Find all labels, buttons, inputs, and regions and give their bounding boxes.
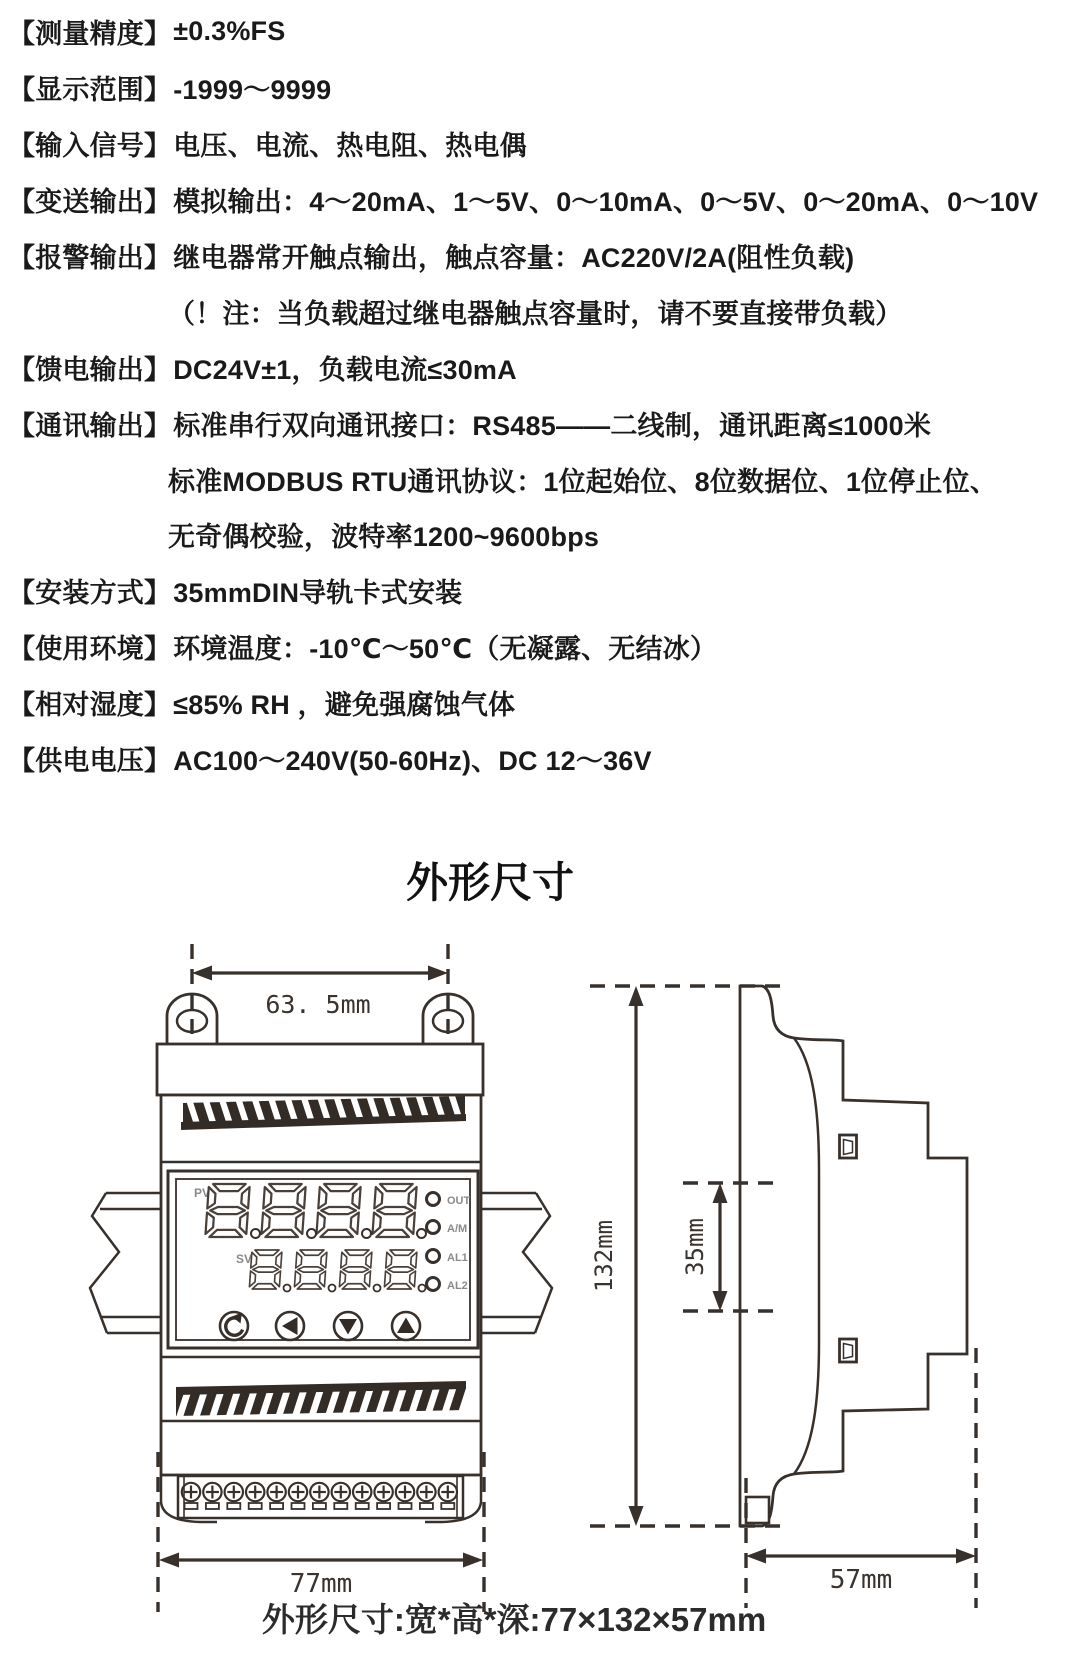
spec-label: 【通讯输出】	[8, 410, 172, 441]
dim-label-57: 57mm	[829, 1565, 893, 1595]
spec-value: 电压、电流、热电阻、热电偶	[173, 131, 527, 162]
spec-line-continuation	[8, 451, 1074, 507]
spec-value: ≤85% RH ，避免强腐蚀气体	[173, 690, 516, 721]
lamp-am-label: A/M	[447, 1223, 468, 1235]
spec-line	[8, 395, 1074, 451]
spec-line	[8, 228, 1074, 284]
side-view	[590, 986, 976, 1608]
spec-list	[8, 4, 1074, 786]
dim-label-77: 77mm	[289, 1569, 353, 1599]
spec-line-continuation	[8, 507, 1074, 563]
spec-line	[8, 60, 1074, 116]
spec-value: 35mmDIN导轨卡式安装	[173, 578, 463, 609]
lamp-al2-label: AL2	[447, 1280, 468, 1292]
spec-line	[8, 339, 1074, 395]
spec-value: 标准串行双向通讯接口：RS485——二线制，通讯距离≤1000米	[173, 410, 932, 441]
dim-label-132: 132mm	[590, 1219, 618, 1293]
vent-grille-bottom	[176, 1381, 466, 1416]
lamp-al1-label: AL1	[447, 1252, 468, 1264]
spec-label: 【变送输出】	[8, 187, 172, 218]
spec-label: 【报警输出】	[8, 243, 172, 273]
spec-value: AC100～240V(50-60Hz)、DC 12～36V	[173, 746, 652, 777]
spec-value: 无奇偶校验，波特率1200~9600bps	[168, 522, 600, 553]
pv-label: PV	[194, 1186, 211, 1200]
spec-line	[8, 563, 1074, 619]
spec-value: 环境温度：-10℃～50℃（无凝露、无结冰）	[173, 634, 718, 665]
spec-value: 继电器常开触点输出，触点容量：AC220V/2A(阻性负载)	[173, 243, 855, 273]
spec-line	[8, 619, 1074, 675]
spec-value: -1999～9999	[173, 75, 332, 106]
overall-dimensions-caption: 外形尺寸:宽*高*深:77×132×57mm	[261, 1601, 767, 1638]
body-top-cap	[157, 1044, 483, 1095]
bottom-clip-tab	[746, 1497, 769, 1523]
spec-line	[8, 4, 1074, 60]
spec-value: （！注：当负载超过继电器触点容量时，请不要直接带负载）	[168, 298, 903, 329]
terminal-block	[161, 1476, 481, 1522]
sv-label: SV	[236, 1252, 253, 1266]
spec-line	[8, 675, 1074, 731]
spec-line-note	[8, 283, 1074, 339]
side-profile	[740, 986, 967, 1526]
front-view	[90, 944, 552, 1612]
spec-label: 【馈电输出】	[8, 354, 172, 385]
spec-line	[8, 731, 1074, 787]
spec-label: 【使用环境】	[8, 634, 172, 665]
spec-line	[8, 116, 1074, 172]
spec-line	[8, 172, 1074, 228]
spec-label: 【相对湿度】	[8, 690, 172, 721]
spec-label: 【显示范围】	[8, 75, 172, 106]
dim-width-top	[192, 944, 448, 1040]
spec-value: 模拟输出：4～20mA、1～5V、0～10mA、0～5V、0～20mA、0～10V	[173, 187, 1039, 218]
spec-label: 【输入信号】	[8, 131, 172, 162]
spec-value: ±0.3%FS	[173, 16, 286, 47]
spec-value: 标准MODBUS RTU通讯协议：1位起始位、8位数据位、1位停止位、	[168, 466, 998, 497]
dim-label-35: 35mm	[681, 1218, 709, 1276]
dimension-drawing	[0, 930, 1080, 1620]
section-title: 外形尺寸	[405, 859, 574, 906]
spec-label: 【测量精度】	[8, 19, 172, 50]
lamp-out-label: OUT	[447, 1195, 471, 1207]
spec-label: 【安装方式】	[8, 578, 172, 609]
spec-value: DC24V±1，负载电流≤30mA	[173, 354, 517, 385]
spec-label: 【供电电压】	[8, 746, 172, 777]
dim-label-63-5: 63. 5mm	[265, 990, 371, 1019]
